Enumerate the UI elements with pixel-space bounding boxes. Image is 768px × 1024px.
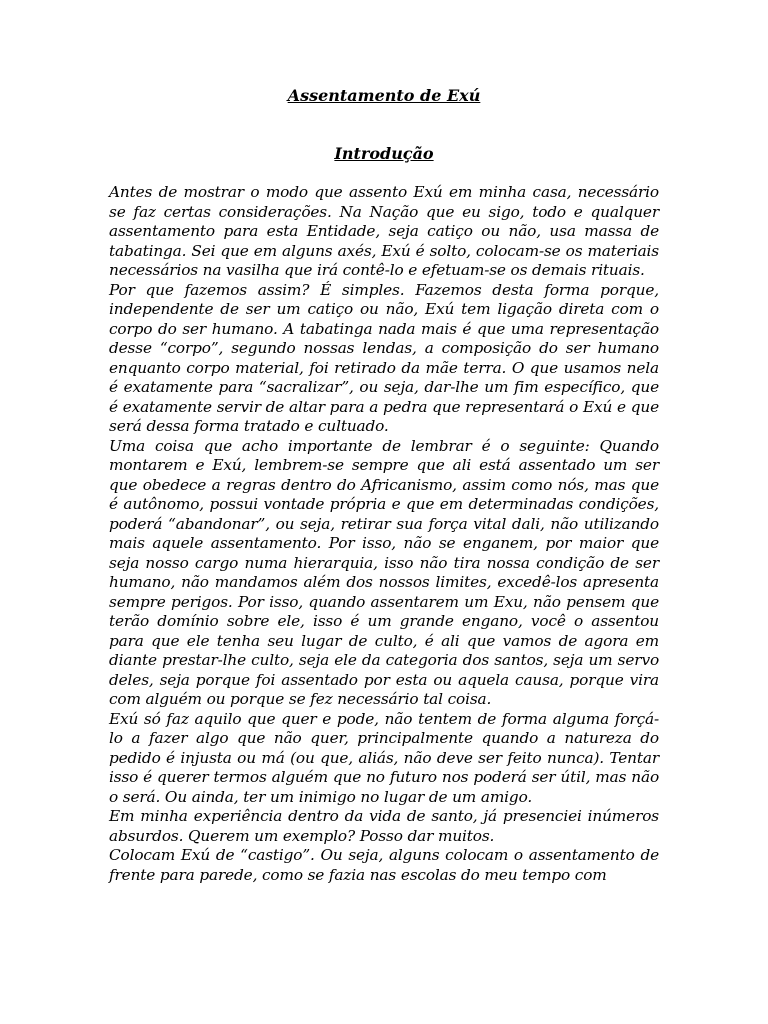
document-body <box>109 183 659 885</box>
paragraph: Em minha experiência dentro da vida de santo, já presenciei inúmeros absurdos. Querem um exemplo? Posso dar muitos. <box>109 807 659 845</box>
paragraph: Antes de mostrar o modo que assento Exú em minha casa, necessário se faz certas considerações. Na Nação que eu sigo, todo e qualquer assentamento para esta Entidade, seja catiço ou não, usa massa de tabatinga. Sei que em alguns axés, Exú é solto, colocam-se os materiais necessários na vasilha que irá contê-lo e efetuam-se os demais rituais. <box>109 183 659 279</box>
document-title: Assentamento de Exú <box>287 86 481 105</box>
paragraph: Uma coisa que acho importante de lembrar é o seguinte: Quando montarem e Exú, lembrem-se sempre que ali está assentado um ser que obedece a regras dentro do Africanismo, assim como nós, mas que é autônomo, possui vontade própria e que em determinadas condições, poderá “abandonar”, ou seja, retirar sua força vital dali, não utilizando mais aquele assentamento. Por isso, não se enganem, por maior que seja nosso cargo numa hierarquia, isso não tira nossa condição de ser humano, não mandamos além dos nossos limites, excedê-los apresenta sempre perigos. Por isso, quando assentarem um Exu, não pensem que terão domínio sobre ele, isso é um grande engano, você o assentou para que ele tenha seu lugar de culto, é ali que vamos de agora em diante prestar-lhe culto, seja ele da categoria dos santos, seja um servo deles, seja porque foi assentado por esta ou aquela causa, porque vira com alguém ou porque se fez necessário tal coisa. <box>109 436 659 708</box>
paragraph: Por que fazemos assim? É simples. Fazemos desta forma porque, independente de ser um catiço ou não, Exú tem ligação direta com o corpo do ser humano. A tabatinga nada mais é que uma representação desse “corpo”, segundo nossas lendas, a composição do ser humano enquanto corpo material, foi retirado da mãe terra. O que usamos nela é exatamente para “sacralizar”, ou seja, dar-lhe um fim específico, que é exatamente servir de altar para a pedra que representará o Exú e que será dessa forma tratado e cultuado. <box>109 280 659 435</box>
section-title-introducao: Introdução <box>334 144 434 163</box>
paragraph: Exú só faz aquilo que quer e pode, não tentem de forma alguma forçá-lo a fazer algo que não quer, principalmente quando a natureza do pedido é injusta ou má (ou que, aliás, não deve ser feito nunca). Tentar isso é querer termos alguém que no futuro nos poderá ser útil, mas não o será. Ou ainda, ter um inimigo no lugar de um amigo. <box>109 709 659 806</box>
paragraph: Colocam Exú de “castigo”. Ou seja, alguns colocam o assentamento de frente para parede, como se fazia nas escolas do meu tempo com <box>109 846 659 884</box>
